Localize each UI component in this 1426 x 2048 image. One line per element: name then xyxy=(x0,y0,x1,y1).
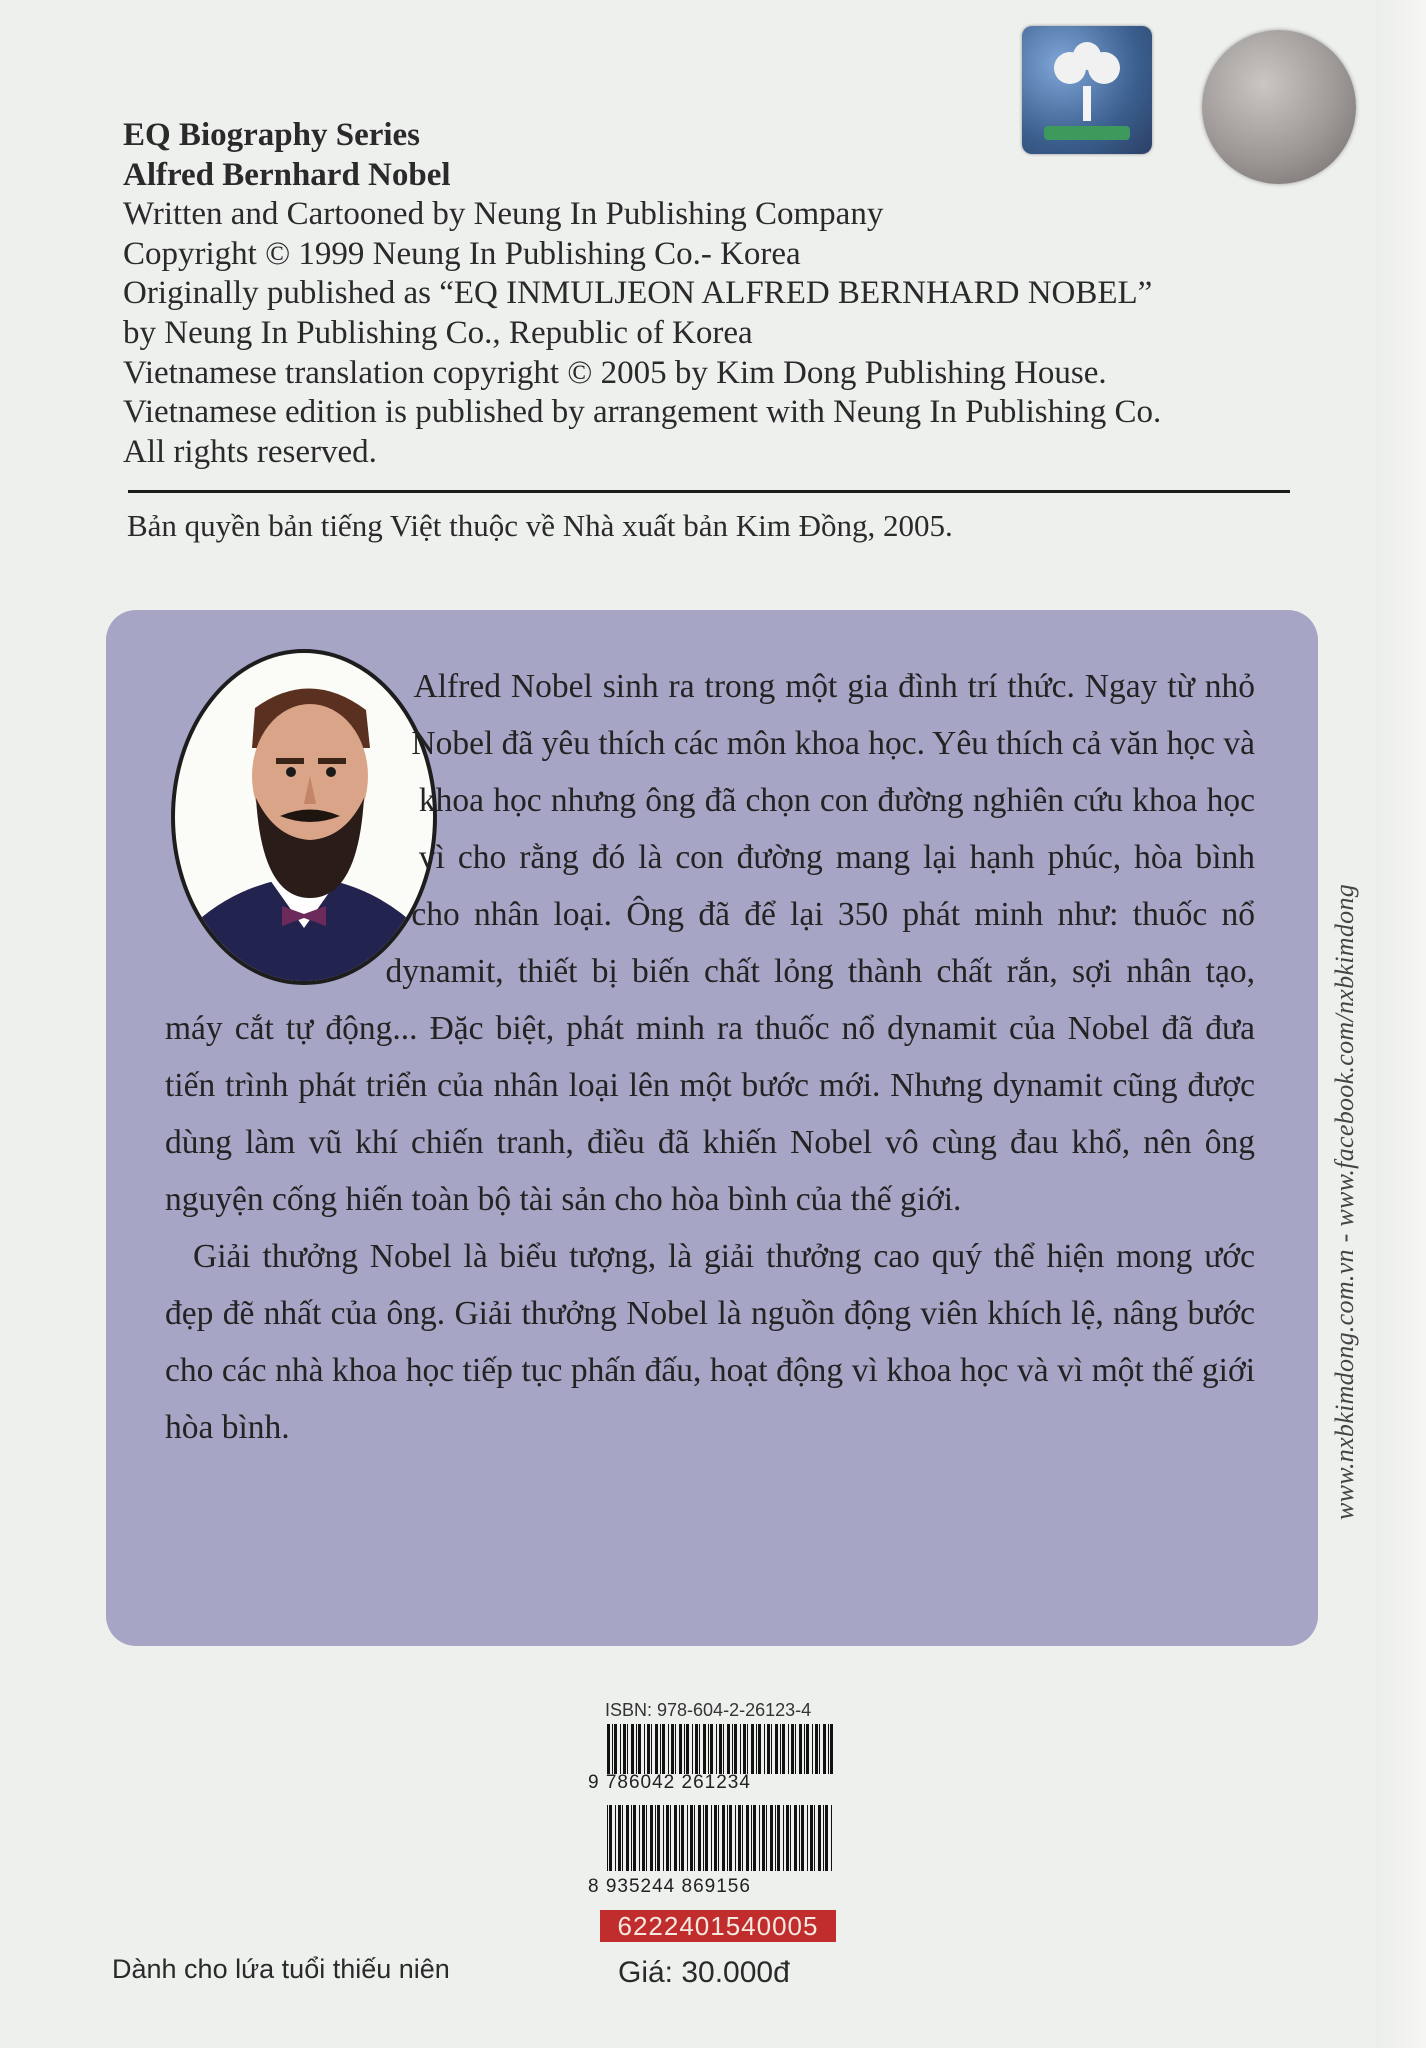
barcode-bar xyxy=(642,1805,645,1871)
barcode-bar xyxy=(636,1724,637,1774)
barcode-bar xyxy=(740,1724,741,1774)
barcode-bar xyxy=(780,1724,781,1774)
barcode-bar xyxy=(646,1805,647,1871)
barcode-bar xyxy=(684,1724,685,1774)
barcode-bar xyxy=(759,1805,760,1871)
barcode-bar xyxy=(747,1724,748,1774)
barcode-bar xyxy=(762,1805,765,1871)
barcode-bar xyxy=(663,1805,664,1871)
barcode-bar xyxy=(631,1805,632,1871)
barcode-bar xyxy=(671,1724,674,1774)
product-code: 6222401540005 xyxy=(600,1910,836,1942)
barcode-bar xyxy=(775,1805,776,1871)
barcode-bar xyxy=(823,1724,826,1774)
barcode-bar xyxy=(609,1805,612,1871)
barcode-bar xyxy=(639,1805,640,1871)
barcode-bar xyxy=(670,1805,671,1871)
series-name: EQ Biography Series xyxy=(123,117,421,153)
barcode-bar xyxy=(719,1724,722,1774)
barcode-bar xyxy=(668,1724,669,1774)
barcode-bar xyxy=(660,1724,661,1774)
barcode-bar xyxy=(638,1724,641,1774)
barcode-bar xyxy=(830,1724,833,1774)
credit-line: by Neung In Publishing Co., Republic of Korea xyxy=(123,314,753,351)
barcode-bar xyxy=(714,1805,717,1871)
credit-line: Written and Cartooned by Neung In Publishing Company xyxy=(123,196,884,233)
barcode-bar xyxy=(692,1724,693,1774)
barcode-bar xyxy=(812,1724,813,1774)
barcode-bar xyxy=(727,1724,730,1774)
barcode-bar xyxy=(723,1724,724,1774)
barcode-bar xyxy=(746,1805,749,1871)
barcode-bar xyxy=(804,1724,805,1774)
barcode-bar xyxy=(655,1724,658,1774)
barcode-bar xyxy=(612,1724,613,1774)
barcode-bar xyxy=(767,1724,770,1774)
barcode-bar xyxy=(705,1805,708,1871)
barcode-bar xyxy=(819,1724,820,1774)
summary-text xyxy=(165,658,1255,1456)
barcode-bar xyxy=(618,1805,621,1871)
barcode-bar xyxy=(786,1805,789,1871)
credit-line: Originally published as “EQ INMULJEON ALFRED BERNHARD NOBEL” xyxy=(123,275,1153,312)
barcode-bar xyxy=(655,1805,656,1871)
summary-paragraph-2: Giải thưởng Nobel là biểu tượng, là giải thưởng cao quý thể hiện mong ước đẹp đẽ nhất của ông. Giải thưởng Nobel là nguồn động viên khích lệ, nâng bước cho các nhà khoa học tiếp tục phấn đấu, hoạt động vì khoa học và vì một thế giới hòa bình. xyxy=(165,1238,1255,1446)
barcode-bar xyxy=(810,1805,813,1871)
barcode-bar xyxy=(710,1724,713,1774)
credit-line: Copyright © 1999 Neung In Publishing Co.- Korea xyxy=(123,235,801,272)
barcode-bar xyxy=(742,1805,743,1871)
vietnamese-copyright: Bản quyền bản tiếng Việt thuộc về Nhà xuất bản Kim Đồng, 2005. xyxy=(127,508,953,543)
ean-barcode-number: 8 935244 869156 xyxy=(588,1876,751,1897)
barcode-bar xyxy=(686,1724,689,1774)
barcode-bar xyxy=(694,1805,695,1871)
barcode-bar xyxy=(782,1724,785,1774)
barcode-bar xyxy=(651,1724,652,1774)
audience-label: Dành cho lứa tuổi thiếu niên xyxy=(112,1954,450,1984)
barcode-bar xyxy=(614,1724,617,1774)
barcode-bar xyxy=(783,1805,784,1871)
barcode-bar xyxy=(675,1724,676,1774)
barcode-bar xyxy=(690,1805,693,1871)
barcode-bar xyxy=(815,1724,818,1774)
barcode-bar xyxy=(806,1724,809,1774)
page-edge xyxy=(1376,0,1426,2048)
barcode-bar xyxy=(825,1805,828,1871)
barcode-bar xyxy=(807,1805,808,1871)
isbn-label: ISBN: 978-604-2-26123-4 xyxy=(605,1700,812,1720)
barcode-bar xyxy=(788,1724,789,1774)
barcode-bar xyxy=(795,1724,796,1774)
barcode-bar xyxy=(823,1805,824,1871)
barcode-bar xyxy=(650,1805,653,1871)
barcode-bar xyxy=(695,1724,698,1774)
barcode-bar xyxy=(607,1724,610,1774)
barcode-bar xyxy=(799,1805,800,1871)
barcode-bar xyxy=(644,1724,645,1774)
barcode-bar xyxy=(775,1724,778,1774)
barcode-bar xyxy=(620,1724,621,1774)
barcode-bar xyxy=(814,1805,815,1871)
barcode-bar xyxy=(631,1724,634,1774)
barcode-bar xyxy=(828,1724,829,1774)
barcode-bar xyxy=(801,1805,804,1871)
barcode-bar xyxy=(751,1805,752,1871)
barcode-bar xyxy=(657,1805,660,1871)
barcode-bar xyxy=(791,1724,794,1774)
barcode-bar xyxy=(622,1805,623,1871)
barcode-bar xyxy=(615,1805,616,1871)
credit-line: Vietnamese edition is published by arrangement with Neung In Publishing Co. xyxy=(123,394,1162,431)
barcode-bar xyxy=(698,1805,701,1871)
barcode-bar xyxy=(674,1805,677,1871)
barcode-bar xyxy=(607,1805,608,1871)
summary-paragraph-1: Alfred Nobel sinh ra trong một gia đình trí thức. Ngay từ nhỏ Nobel đã yêu thích các môn khoa học. Yêu thích cả văn học và khoa học nhưng ông đã chọn con đường nghiên cứu khoa học vì cho rằng đó là con đường mang lại hạnh phúc, hòa bình cho nhân loại. Ông đã để lại 350 phát minh như: thuốc nổ dynamit, thiết bị biến chất lỏng thành chất rắn, sợi nhân tạo, máy cắt tự động... Đặc biệt, phát minh ra thuốc nổ dynamit của Nobel đã đưa tiến trình phát triển của nhân loại lên một bước mới. Nhưng dynamit cũng được dùng làm vũ khí chiến tranh, điều đã khiến Nobel vô cùng đau khổ, nên ông nguyện cống hiến toàn bộ tài sản cho hòa bình của thế giới. xyxy=(165,668,1255,1218)
barcode-bar xyxy=(756,1724,757,1774)
isbn-barcode-number: 9 786042 261234 xyxy=(588,1772,751,1793)
barcode-bar xyxy=(729,1805,732,1871)
barcode-bar xyxy=(738,1805,741,1871)
barcode-bar xyxy=(708,1724,709,1774)
divider xyxy=(128,490,1290,493)
barcode-bar xyxy=(751,1724,754,1774)
barcode-bar xyxy=(626,1805,629,1871)
barcode-bar xyxy=(743,1724,746,1774)
barcode-bar xyxy=(799,1724,802,1774)
barcode-bar xyxy=(703,1805,704,1871)
credits-block xyxy=(123,116,1303,472)
barcode-bar xyxy=(623,1724,626,1774)
barcode-bar xyxy=(627,1724,628,1774)
credit-line: All rights reserved. xyxy=(123,433,377,470)
barcode-bar xyxy=(718,1805,719,1871)
barcode-bar xyxy=(711,1805,712,1871)
barcode-bar xyxy=(666,1805,669,1871)
barcode-bar xyxy=(703,1724,706,1774)
barcode-bar xyxy=(777,1805,780,1871)
publisher-urls: www.nxbkimdong.com.vn - www.facebook.com/nxbkimdong xyxy=(1330,883,1359,1520)
credit-line: Vietnamese translation copyright © 2005 by Kim Dong Publishing House. xyxy=(123,354,1107,391)
barcode-bar xyxy=(716,1724,717,1774)
barcode-bar xyxy=(790,1805,791,1871)
barcode-bar xyxy=(679,1805,680,1871)
price-label: Giá: 30.000đ xyxy=(618,1956,790,1989)
barcode-bar xyxy=(764,1724,765,1774)
barcode-bar xyxy=(722,1805,725,1871)
barcode-bar xyxy=(699,1724,700,1774)
barcode-bar xyxy=(794,1805,797,1871)
barcode-bar xyxy=(687,1805,688,1871)
barcode-bar xyxy=(770,1805,773,1871)
barcode-bar xyxy=(727,1805,728,1871)
barcode-bar xyxy=(758,1724,761,1774)
barcode-bar xyxy=(771,1724,772,1774)
barcode-bar xyxy=(732,1724,733,1774)
barcode-bar xyxy=(766,1805,767,1871)
barcode-bar xyxy=(679,1724,682,1774)
barcode-bar xyxy=(753,1805,756,1871)
ean-barcode xyxy=(605,1805,837,1883)
barcode-bar xyxy=(735,1805,736,1871)
barcode-bar xyxy=(831,1805,832,1871)
barcode-bar xyxy=(734,1724,737,1774)
barcode-bar xyxy=(633,1805,636,1871)
barcode-bar xyxy=(647,1724,650,1774)
barcode-bar xyxy=(662,1724,665,1774)
barcode-bar xyxy=(818,1805,821,1871)
barcode-bar xyxy=(681,1805,684,1871)
book-title: Alfred Bernhard Nobel xyxy=(123,156,451,193)
